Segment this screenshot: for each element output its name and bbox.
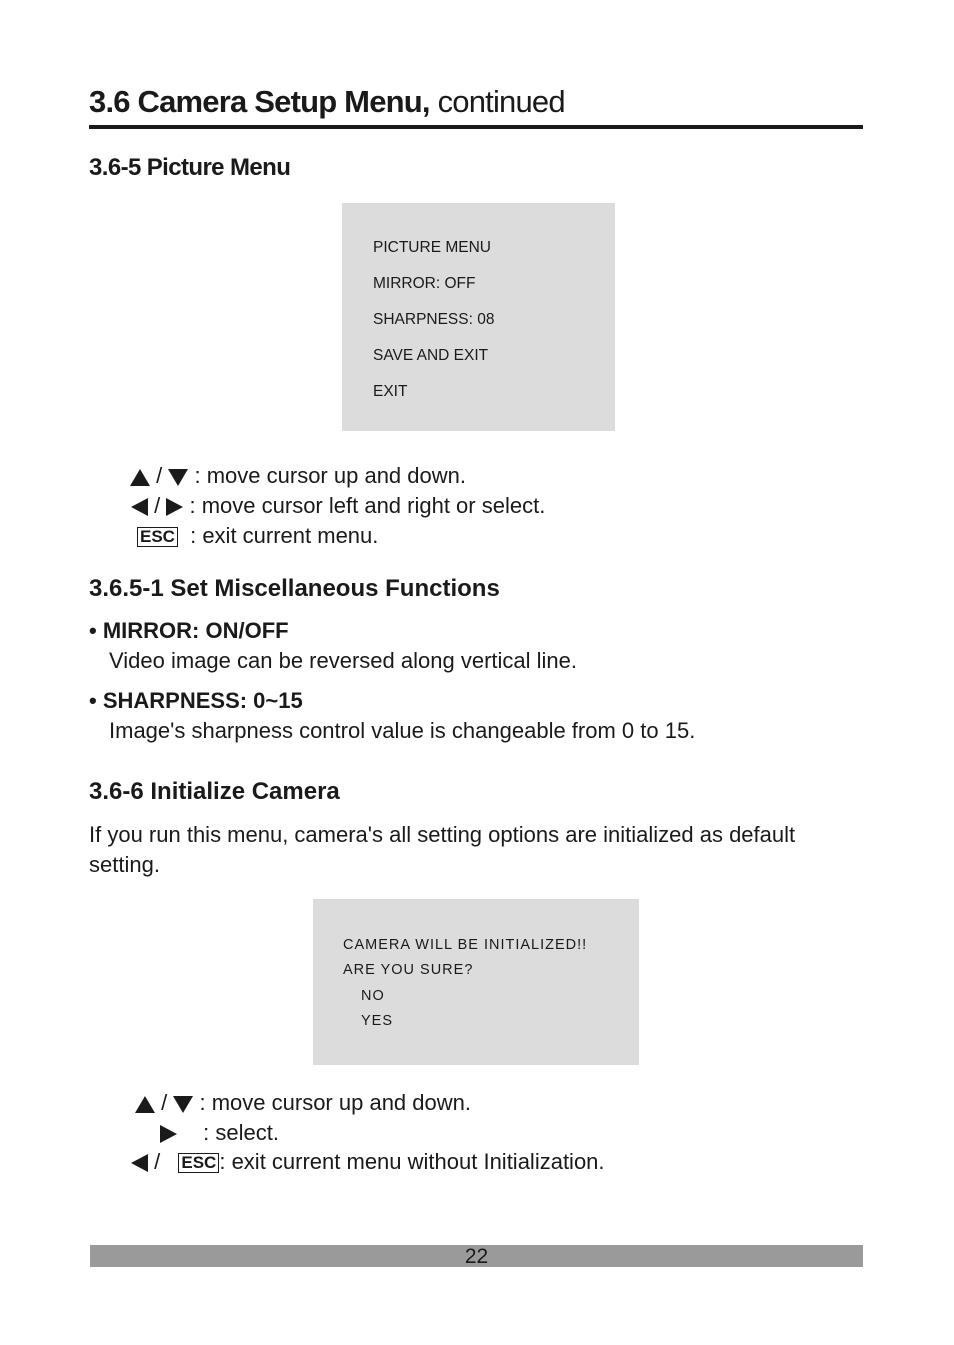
page-title	[89, 84, 565, 120]
triangle-down-icon	[168, 469, 188, 486]
triangle-right-icon	[166, 498, 183, 516]
triangle-right-icon	[160, 1125, 177, 1143]
initialize-paragraph-line1: If you run this menu, camera's all setting options are initialized as default	[89, 822, 796, 847]
key-select	[160, 1120, 279, 1146]
key-desc: : exit current menu.	[190, 523, 379, 548]
key-desc: : move cursor up and down.	[194, 463, 466, 488]
bullet-head: MIRROR: ON/OFF	[102, 618, 289, 643]
screen-line: CAMERA WILL BE INITIALIZED!!	[343, 937, 588, 953]
bullet-item: • MIRROR: ON/OFF	[89, 618, 289, 643]
page-title-continued: continued	[437, 84, 565, 119]
initialize-paragraph-line2: setting.	[89, 852, 160, 877]
screen-line: NO	[361, 988, 385, 1004]
triangle-down-icon	[173, 1096, 193, 1113]
page-title-bold: 3.6 Camera Setup Menu,	[89, 84, 430, 119]
screen-line: MIRROR: OFF	[373, 275, 476, 292]
bullet-desc: Image's sharpness control value is changeable from 0 to 15.	[109, 718, 696, 743]
key-up-down: / : move cursor up and down.	[130, 463, 466, 489]
key-desc: : select.	[203, 1120, 279, 1145]
key-desc: : move cursor up and down.	[199, 1090, 471, 1115]
triangle-up-icon	[130, 469, 150, 486]
esc-key-icon: ESC	[137, 527, 178, 547]
screen-line: ARE YOU SURE?	[343, 962, 474, 978]
screen-line: YES	[361, 1013, 394, 1029]
esc-key-icon: ESC	[178, 1153, 219, 1173]
key-esc-2: / ESC : exit current menu without Initialization.	[131, 1149, 605, 1175]
triangle-up-icon	[135, 1096, 155, 1113]
picture-menu-screen	[342, 203, 615, 431]
key-esc	[137, 523, 378, 549]
triangle-left-icon	[131, 498, 148, 516]
initialize-screen	[313, 899, 639, 1065]
screen-line: SHARPNESS: 08	[373, 311, 495, 328]
page-number: 22	[464, 1245, 489, 1268]
screen-line: PICTURE MENU	[373, 239, 491, 256]
bullet-desc: Video image can be reversed along vertical line.	[109, 648, 577, 673]
footer-bar	[90, 1245, 863, 1267]
key-left-right: / : move cursor left and right or select.	[131, 493, 545, 519]
title-rule	[89, 125, 863, 129]
key-up-down-2: / : move cursor up and down.	[135, 1090, 471, 1116]
triangle-left-icon	[131, 1154, 148, 1172]
key-desc: : move cursor left and right or select.	[189, 493, 546, 518]
initialize-heading: 3.6-6 Initialize Camera	[89, 778, 340, 805]
picture-menu-heading: 3.6-5 Picture Menu	[89, 154, 291, 181]
screen-line: SAVE AND EXIT	[373, 347, 489, 364]
key-desc: : exit current menu without Initialization.	[219, 1149, 605, 1174]
bullet-item: • SHARPNESS: 0~15	[89, 688, 303, 713]
screen-line: EXIT	[373, 383, 408, 400]
misc-functions-heading: 3.6.5-1 Set Miscellaneous Functions	[89, 575, 500, 602]
bullet-head: SHARPNESS: 0~15	[102, 688, 303, 713]
